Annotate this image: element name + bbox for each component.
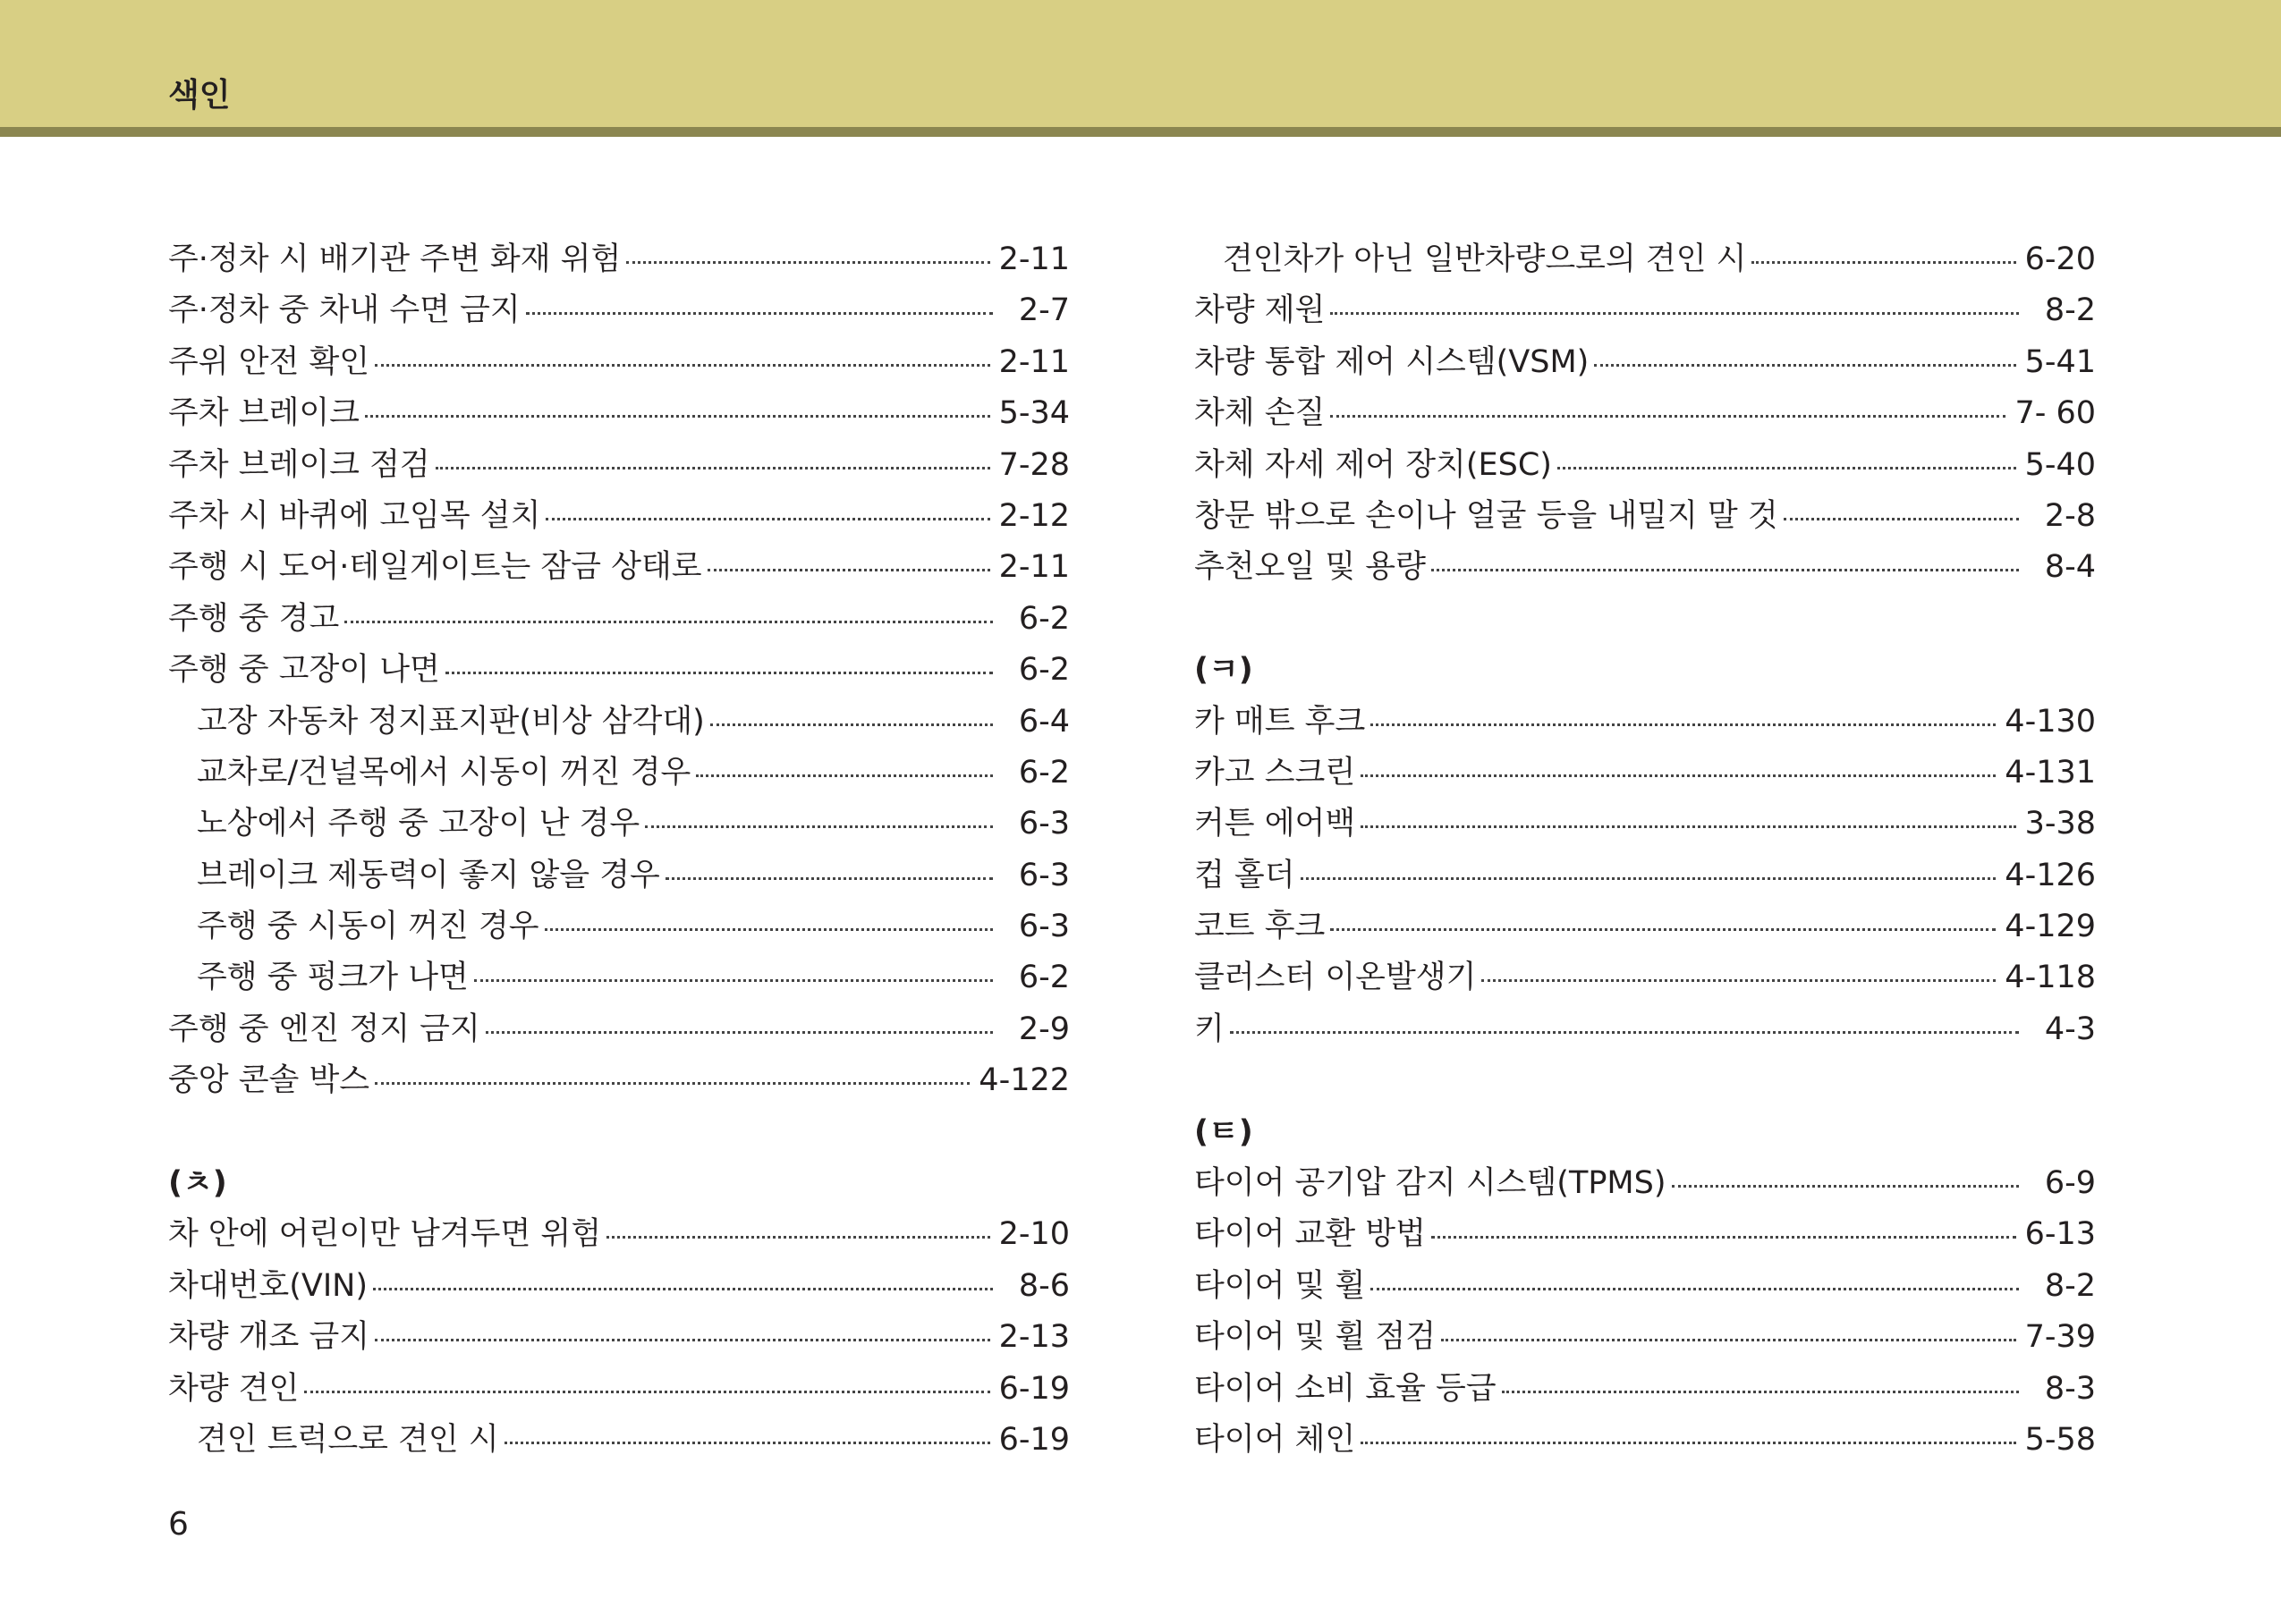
index-entry-page: 6-2	[1018, 652, 1070, 689]
index-entry-page: 7-28	[998, 446, 1070, 483]
index-entry-page: 8-2	[2044, 292, 2096, 329]
dot-leader	[1370, 1288, 2019, 1290]
index-entry-page: 2-11	[998, 241, 1070, 277]
dot-leader	[645, 825, 993, 828]
index-entry-page: 8-4	[2044, 549, 2096, 586]
index-entry-label: 키	[1194, 1011, 1225, 1047]
index-entry-page: 5-41	[2024, 343, 2096, 380]
index-entry	[168, 1364, 1070, 1415]
dot-leader	[1557, 467, 2016, 469]
index-entry-page: 4-129	[2005, 909, 2096, 945]
index-subentry	[168, 697, 1070, 748]
index-entry	[168, 388, 1070, 439]
index-entry-label: 견인차가 아닌 일반차량으로의 견인 시	[1223, 241, 1747, 277]
index-entry	[1194, 285, 2096, 336]
index-entry	[1194, 1158, 2096, 1209]
dot-leader	[1361, 825, 2015, 828]
section-spacer	[1194, 594, 2096, 645]
index-entry	[168, 1004, 1070, 1055]
index-entry-page: 2-11	[998, 343, 1070, 380]
index-entry-page: 4-126	[2005, 857, 2096, 893]
index-entry-label: 주행 중 엔진 정지 금지	[168, 1011, 480, 1047]
dot-leader	[304, 1391, 989, 1393]
index-entry-label: 주행 중 시동이 꺼진 경우	[197, 909, 539, 945]
dot-leader	[666, 877, 993, 880]
page-number: 6	[168, 1506, 189, 1543]
index-entry-label: 타이어 공기압 감지 시스템(TPMS)	[1194, 1165, 1666, 1202]
index-entry-label: 주행 중 펑크가 나면	[197, 960, 469, 996]
dot-leader	[708, 569, 990, 571]
index-entry-label: 카고 스크린	[1194, 754, 1356, 791]
index-entry-page: 2-7	[1018, 292, 1070, 329]
index-entry-page: 4-130	[2005, 703, 2096, 740]
index-entry	[1194, 850, 2096, 901]
index-entry	[1194, 1209, 2096, 1260]
dot-leader	[1431, 569, 2019, 571]
index-entry-label: 주행 중 경고	[168, 600, 340, 637]
dot-leader	[1441, 1339, 2016, 1341]
index-entry-page: 4-131	[2005, 754, 2096, 791]
index-entry-label: 컵 홀더	[1194, 857, 1295, 893]
index-entry	[1194, 748, 2096, 799]
dot-leader	[375, 1082, 970, 1085]
header-band	[0, 0, 2281, 127]
index-entry-page: 2-10	[998, 1216, 1070, 1253]
index-entry-page: 6-13	[2024, 1216, 2096, 1253]
dot-leader	[1301, 877, 1997, 880]
index-column-right	[1194, 234, 2096, 1466]
index-entry	[168, 337, 1070, 388]
dot-leader	[474, 979, 993, 982]
index-entry-label: 견인 트럭으로 견인 시	[197, 1421, 499, 1458]
index-entry-label: 차체 손질	[1194, 395, 1326, 432]
index-entry-label: 교차로/건널목에서 시동이 꺼진 경우	[197, 754, 691, 791]
index-entry	[1194, 799, 2096, 850]
index-column-left	[168, 234, 1070, 1466]
index-entry-label: 주행 시 도어·테일게이트는 잠금 상태로	[168, 549, 702, 586]
index-entry-page: 2-12	[998, 497, 1070, 534]
dot-leader	[606, 1236, 990, 1239]
index-entry-page: 2-9	[1018, 1011, 1070, 1047]
dot-leader	[436, 467, 990, 469]
index-entry-label: 타이어 체인	[1194, 1421, 1356, 1458]
dot-leader	[1361, 1442, 2015, 1444]
index-entry	[168, 440, 1070, 491]
dot-leader	[1672, 1185, 2020, 1188]
index-entry-page: 4-3	[2044, 1011, 2096, 1047]
index-entry-page: 7-39	[2024, 1319, 2096, 1356]
index-entry-label: 타이어 교환 방법	[1194, 1216, 1426, 1253]
index-entry	[168, 1055, 1070, 1106]
index-entry-page: 8-2	[2044, 1267, 2096, 1304]
index-entry-label: 코트 후크	[1194, 909, 1326, 945]
index-entry-page: 7- 60	[2014, 395, 2096, 432]
index-entry-page: 2-11	[998, 549, 1070, 586]
index-entry-page: 6-3	[1018, 857, 1070, 893]
section-spacer	[1194, 1055, 2096, 1106]
dot-leader	[1330, 415, 2005, 418]
index-entry	[1194, 491, 2096, 542]
index-entry-label: 창문 밖으로 손이나 얼굴 등을 내밀지 말 것	[1194, 497, 1778, 534]
index-entry-page: 6-19	[998, 1421, 1070, 1458]
dot-leader	[1330, 312, 2019, 315]
index-entry-label: 차량 견인	[168, 1370, 300, 1407]
dot-leader	[1361, 774, 1996, 777]
index-entry-page: 6-2	[1018, 960, 1070, 996]
dot-leader	[545, 928, 993, 931]
index-entry-label: 차체 자세 제어 장치(ESC)	[1194, 446, 1552, 483]
dot-leader	[1431, 1236, 2016, 1239]
index-entry-label: 추천오일 및 용량	[1194, 549, 1426, 586]
dot-leader	[1784, 518, 2019, 520]
section-heading: (ㅌ)	[1194, 1113, 1253, 1150]
index-entry	[1194, 1004, 2096, 1055]
dot-leader	[365, 415, 990, 418]
index-subentry	[168, 799, 1070, 850]
dot-leader	[505, 1442, 990, 1444]
section-spacer	[168, 1107, 1070, 1158]
section-heading: (ㅋ)	[1194, 652, 1253, 689]
dot-leader	[1594, 364, 2015, 367]
index-entry-page: 3-38	[2024, 806, 2096, 842]
index-entry	[168, 1312, 1070, 1363]
index-entry-page: 4-122	[979, 1062, 1070, 1099]
section-heading: (ㅊ)	[168, 1165, 227, 1202]
index-entry-page: 6-2	[1018, 754, 1070, 791]
dot-leader	[375, 364, 989, 367]
index-entry-page: 2-8	[2044, 497, 2096, 534]
dot-leader	[1330, 928, 1996, 931]
dot-leader	[1370, 723, 1996, 726]
index-subentry	[168, 901, 1070, 952]
index-subentry	[1194, 234, 2096, 285]
index-entry-page: 8-6	[1018, 1267, 1070, 1304]
index-entry-label: 차량 개조 금지	[168, 1319, 370, 1356]
index-entry-label: 카 매트 후크	[1194, 703, 1366, 740]
page-title: 색인	[168, 77, 231, 114]
index-entry	[1194, 952, 2096, 1003]
index-entry-page: 6-20	[2024, 241, 2096, 277]
index-entry-label: 고장 자동차 정지표지판(비상 삼각대)	[197, 703, 705, 740]
index-entry-page: 6-19	[998, 1370, 1070, 1407]
index-entry-label: 타이어 소비 효율 등급	[1194, 1370, 1497, 1407]
index-entry-page: 5-34	[998, 395, 1070, 432]
dot-leader	[710, 723, 993, 726]
index-entry-label: 차량 통합 제어 시스템(VSM)	[1194, 343, 1590, 380]
index-entry-page: 6-2	[1018, 600, 1070, 637]
index-subentry	[168, 850, 1070, 901]
index-entry-page: 8-3	[2044, 1370, 2096, 1407]
index-entry	[168, 234, 1070, 285]
dot-leader	[696, 774, 993, 777]
index-entry-label: 차대번호(VIN)	[168, 1267, 368, 1304]
dot-leader	[373, 1288, 993, 1290]
index-entry	[168, 1209, 1070, 1260]
index-subentry	[168, 748, 1070, 799]
index-subentry	[168, 1415, 1070, 1466]
dot-leader	[486, 1031, 993, 1034]
dot-leader	[626, 261, 989, 264]
index-entry	[168, 645, 1070, 696]
index-entry	[1194, 901, 2096, 952]
dot-leader	[344, 621, 993, 623]
index-entry-page: 6-4	[1018, 703, 1070, 740]
header-rule	[0, 127, 2281, 137]
index-entry	[168, 285, 1070, 336]
index-entry-page: 5-40	[2024, 446, 2096, 483]
index-entry-label: 커튼 에어백	[1194, 806, 1356, 842]
index-entry-label: 주차 시 바퀴에 고임목 설치	[168, 497, 541, 534]
dot-leader	[1230, 1031, 2019, 1034]
index-entry-label: 클러스터 이온발생기	[1194, 960, 1477, 996]
index-subentry	[168, 952, 1070, 1003]
index-entry-label: 차량 제원	[1194, 292, 1326, 329]
index-entry	[1194, 440, 2096, 491]
index-entry-label: 주차 브레이크 점검	[168, 446, 430, 483]
dot-leader	[526, 312, 993, 315]
index-entry	[1194, 1364, 2096, 1415]
index-entry-page: 6-3	[1018, 909, 1070, 945]
dot-leader	[375, 1339, 989, 1341]
index-entry-page: 6-3	[1018, 806, 1070, 842]
dot-leader	[445, 672, 993, 674]
index-entry-label: 주위 안전 확인	[168, 343, 370, 380]
index-entry	[1194, 337, 2096, 388]
index-entry	[1194, 1415, 2096, 1466]
dot-leader	[1751, 261, 2015, 264]
index-entry-label: 타이어 및 휠 점검	[1194, 1319, 1437, 1356]
index-entry-label: 주·정차 중 차내 수면 금지	[168, 292, 521, 329]
index-entry	[168, 491, 1070, 542]
index-entry	[168, 542, 1070, 593]
index-entry	[1194, 1261, 2096, 1312]
index-entry-page: 2-13	[998, 1319, 1070, 1356]
index-entry-label: 브레이크 제동력이 좋지 않을 경우	[197, 857, 660, 893]
index-entry-page: 4-118	[2005, 960, 2096, 996]
index-entry-label: 노상에서 주행 중 고장이 난 경우	[197, 806, 640, 842]
index-entry	[1194, 542, 2096, 593]
index-entry-label: 주·정차 시 배기관 주변 화재 위험	[168, 241, 622, 277]
index-entry	[1194, 697, 2096, 748]
index-entry	[168, 1261, 1070, 1312]
dot-leader	[546, 518, 989, 520]
index-entry-label: 타이어 및 휠	[1194, 1267, 1366, 1304]
index-entry-label: 주차 브레이크	[168, 395, 360, 432]
index-entry-page: 5-58	[2024, 1421, 2096, 1458]
index-entry-label: 차 안에 어린이만 남겨두면 위험	[168, 1216, 602, 1253]
index-entry-label: 중앙 콘솔 박스	[168, 1062, 370, 1099]
dot-leader	[1502, 1391, 2019, 1393]
index-entry-label: 주행 중 고장이 나면	[168, 652, 440, 689]
index-entry	[1194, 388, 2096, 439]
dot-leader	[1481, 979, 1996, 982]
index-entry	[168, 594, 1070, 645]
index-entry	[1194, 1312, 2096, 1363]
index-entry-page: 6-9	[2044, 1165, 2096, 1202]
